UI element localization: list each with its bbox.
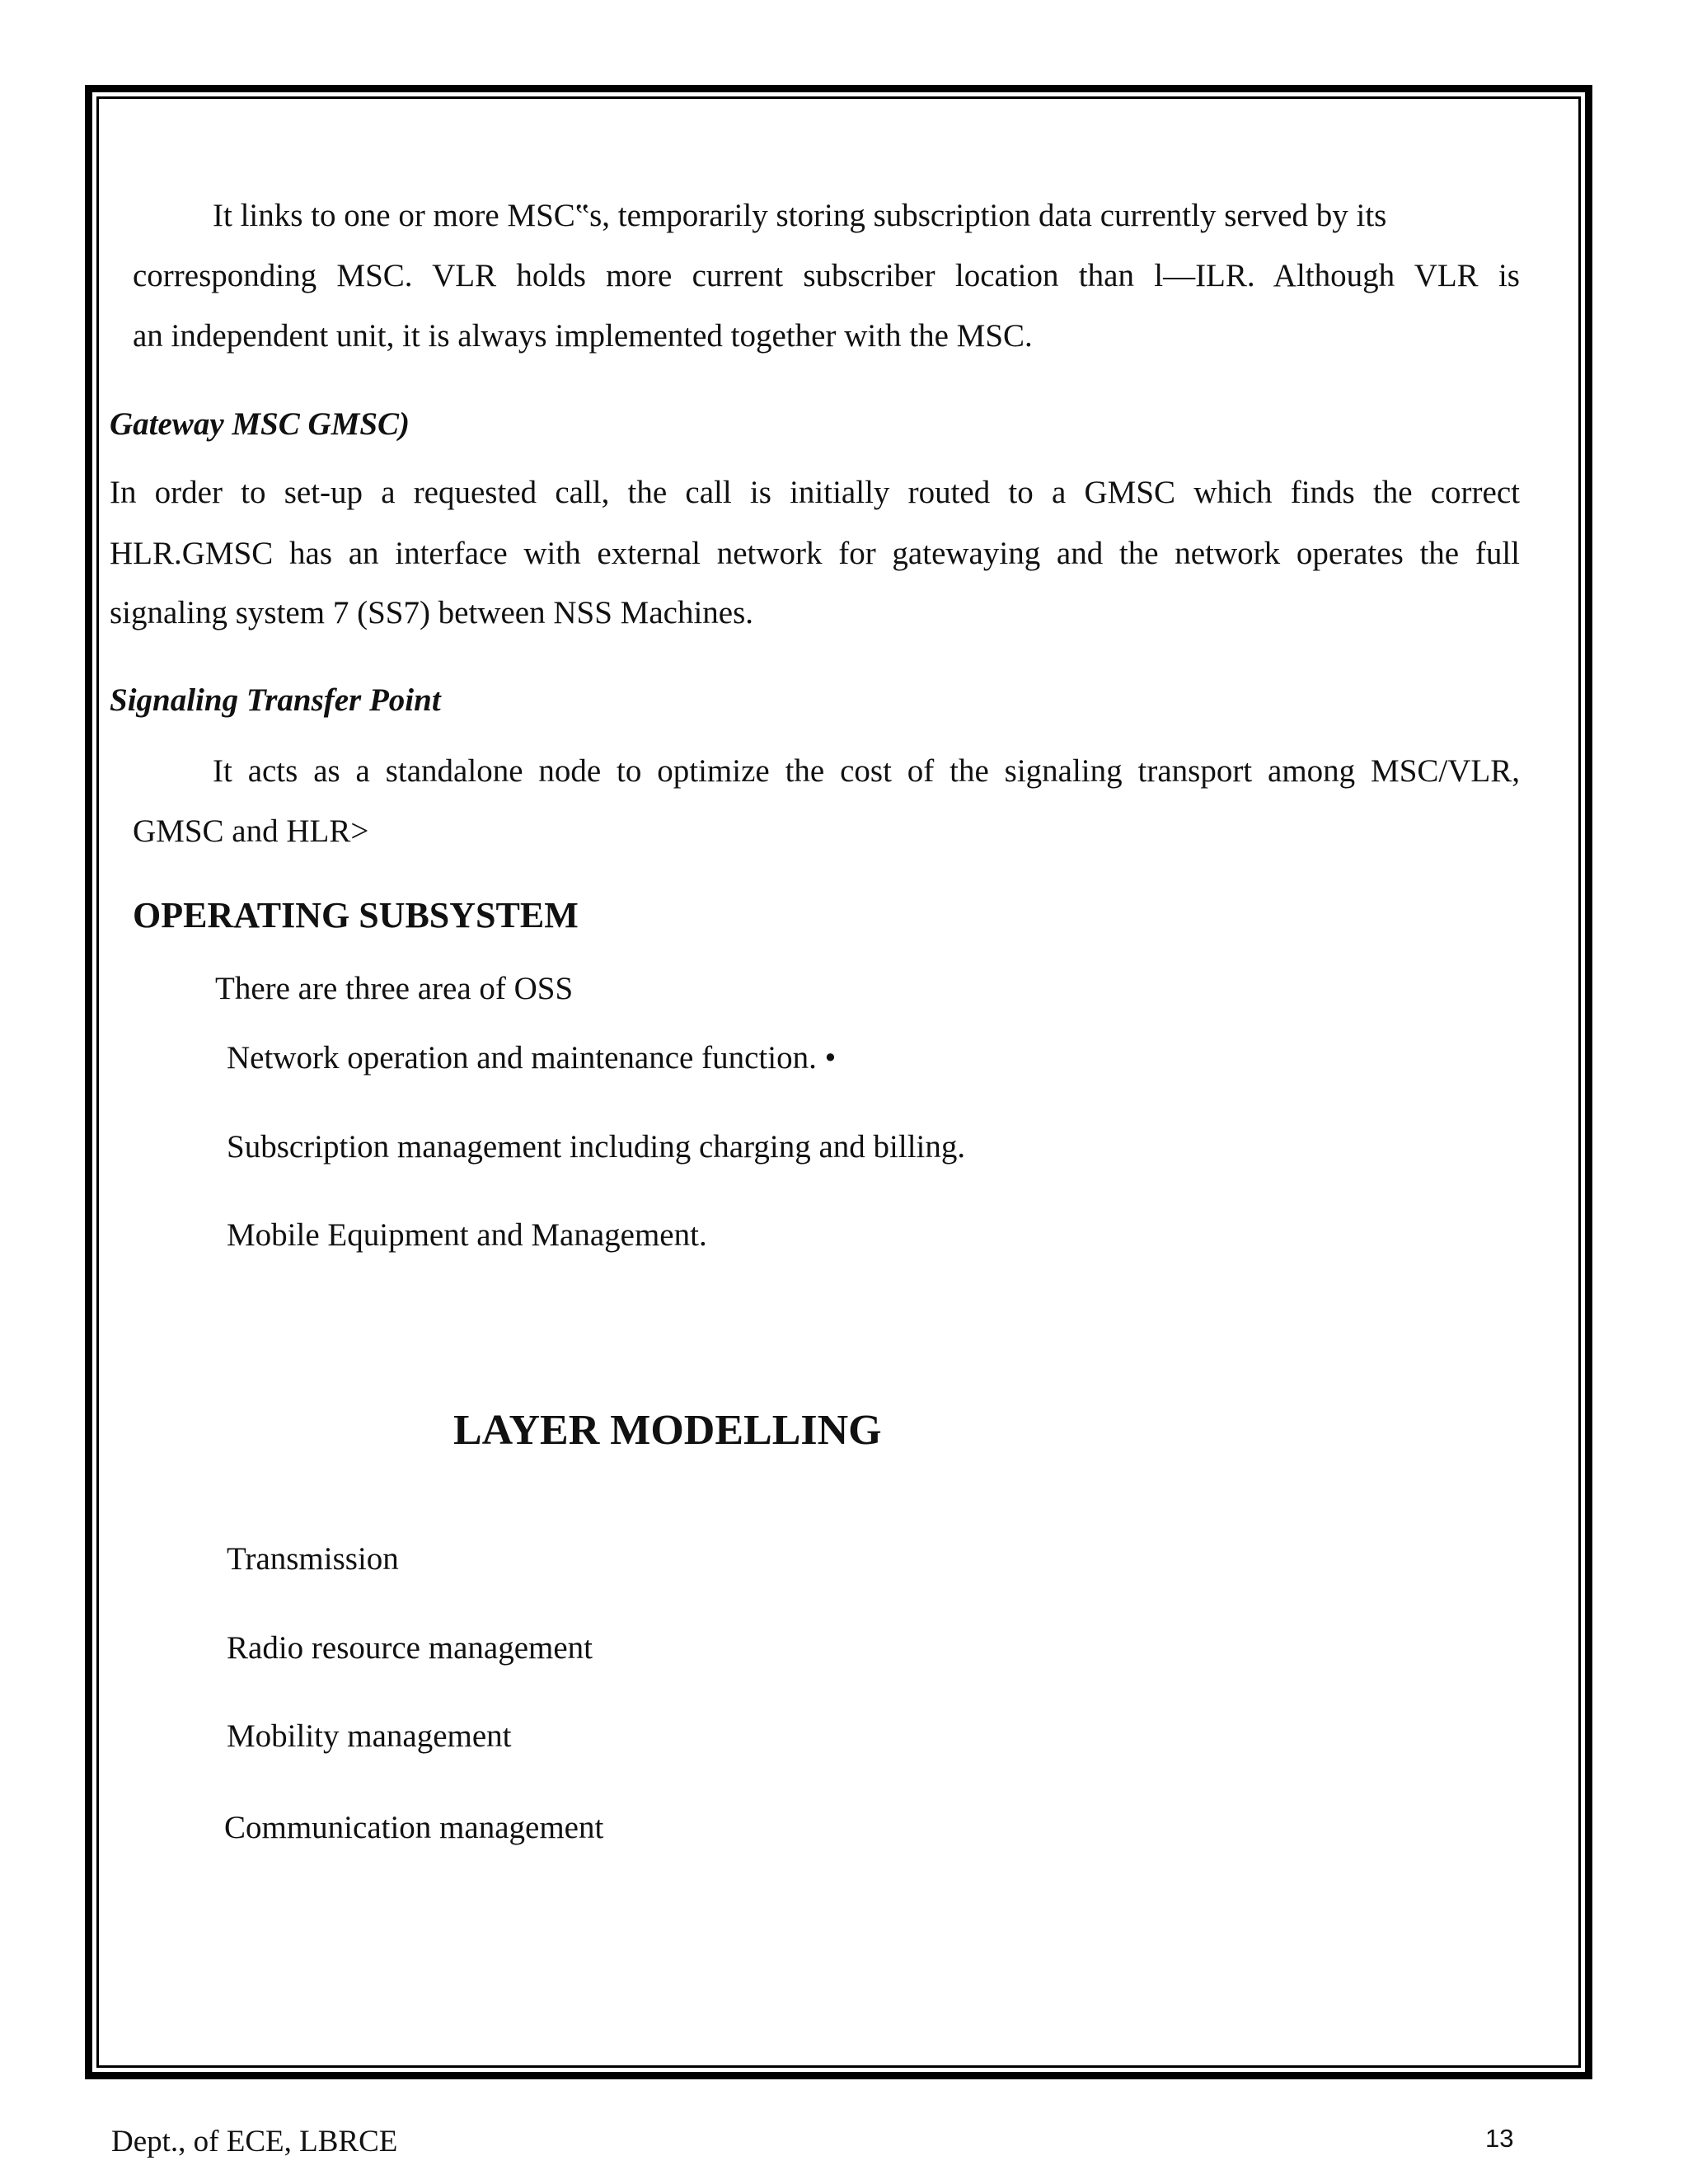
layer-heading: LAYER MODELLING <box>453 1407 882 1454</box>
vlr-paragraph-line-3: an independent unit, it is always implemented together with the MSC. <box>133 318 1033 354</box>
stp-heading: Signaling Transfer Point <box>110 682 441 718</box>
vlr-paragraph-line-1: It links to one or more MSC‟s, temporarily storing subscription data currently served by its <box>213 198 1387 233</box>
layer-item-text: Communication management <box>224 1810 604 1845</box>
oss-item-text: Mobile Equipment and Management. <box>227 1217 707 1253</box>
stp-paragraph-line-1: It acts as a standalone node to optimize the cost of the signaling transport among MSC/VLR, <box>213 753 1520 789</box>
gmsc-heading: Gateway MSC GMSC) <box>110 406 410 442</box>
layer-item-text: Mobility management <box>227 1718 512 1754</box>
oss-intro: There are three area of OSS <box>215 971 574 1006</box>
stp-paragraph-line-2: GMSC and HLR> <box>133 813 369 849</box>
layer-item-text: Transmission <box>227 1541 399 1577</box>
gmsc-paragraph-line-2: HLR.GMSC has an interface with external network for gatewaying and the network operates the full <box>110 536 1520 571</box>
gmsc-paragraph-line-3: signaling system 7 (SS7) between NSS Machines. <box>110 595 754 630</box>
footer-dept: Dept., of ECE, LBRCE <box>111 2125 398 2158</box>
page-border-inner <box>96 96 1581 2068</box>
vlr-paragraph-line-2: corresponding MSC. VLR holds more current subscriber location than l—ILR. Although VLR is <box>133 258 1520 293</box>
oss-item-text: Subscription management including charging and billing. <box>227 1129 966 1165</box>
page-number: 13 <box>1485 2124 1514 2153</box>
layer-item-text: Radio resource management <box>227 1630 593 1666</box>
oss-item-text: Network operation and maintenance function. • <box>227 1040 837 1076</box>
gmsc-paragraph-line-1: In order to set-up a requested call, the call is initially routed to a GMSC which finds the correct <box>110 475 1520 510</box>
oss-heading: OPERATING SUBSYSTEM <box>133 895 579 935</box>
